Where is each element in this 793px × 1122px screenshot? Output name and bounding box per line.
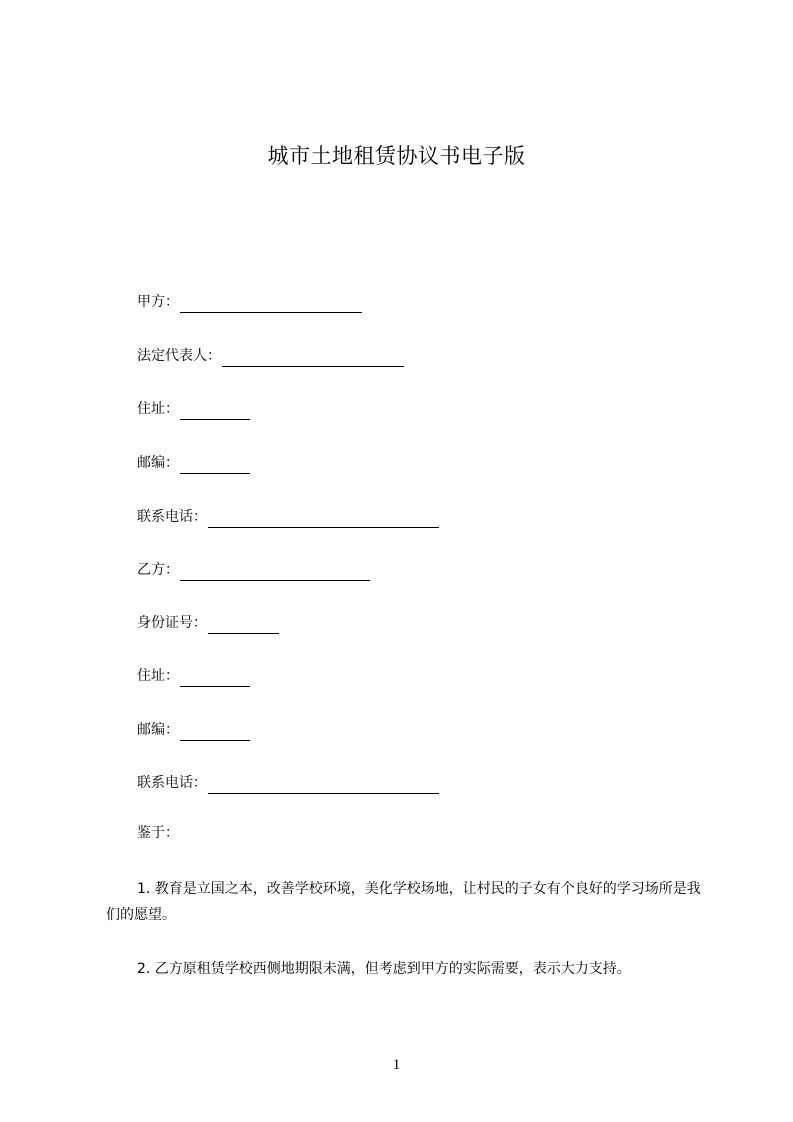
party-b-label: 乙方： — [137, 562, 179, 578]
party-a-phone-blank — [208, 512, 439, 528]
party-b-phone-label: 联系电话： — [137, 775, 207, 791]
party-b-postcode-label: 邮编： — [137, 722, 179, 738]
party-a-field — [137, 291, 362, 313]
recital-heading — [137, 822, 179, 844]
legal-representative-field — [137, 345, 404, 367]
party-a-blank — [180, 297, 362, 313]
party-a-address-blank — [180, 404, 250, 420]
party-a-postcode-blank — [180, 458, 250, 474]
party-b-address-label: 住址： — [137, 668, 179, 684]
party-b-phone-blank — [208, 778, 439, 794]
party-a-address-label: 住址： — [137, 401, 179, 417]
clause-2-text: 2. 乙方原租赁学校西侧地期限未满，但考虑到甲方的实际需要，表示大力支持。 — [137, 961, 631, 977]
legal-representative-label: 法定代表人： — [137, 348, 221, 364]
party-a-postcode-field — [137, 452, 250, 474]
party-b-blank — [180, 565, 370, 581]
party-a-label: 甲方： — [137, 294, 179, 310]
party-a-address-field — [137, 398, 250, 420]
party-a-phone-field — [137, 506, 439, 528]
party-a-postcode-label: 邮编： — [137, 455, 179, 471]
id-number-label: 身份证号： — [137, 615, 207, 631]
party-b-postcode-blank — [180, 725, 250, 741]
id-number-field — [137, 612, 279, 634]
party-b-address-field — [137, 665, 250, 687]
party-b-field — [137, 559, 370, 581]
clause-2 — [106, 956, 702, 982]
legal-representative-blank — [222, 351, 404, 367]
page-number: 1 — [392, 1057, 401, 1073]
document-title: 城市土地租赁协议书电子版 — [267, 144, 526, 168]
clause-1-text: 1. 教育是立国之本，改善学校环境，美化学校场地，让村民的子女有个良好的学习场所是我们的愿望。 — [106, 881, 701, 923]
recital-heading-label: 鉴于： — [137, 825, 179, 841]
id-number-blank — [208, 618, 279, 634]
clause-1 — [106, 876, 702, 928]
party-a-phone-label: 联系电话： — [137, 509, 207, 525]
party-b-phone-field — [137, 772, 439, 794]
party-b-postcode-field — [137, 719, 250, 741]
party-b-address-blank — [180, 671, 250, 687]
